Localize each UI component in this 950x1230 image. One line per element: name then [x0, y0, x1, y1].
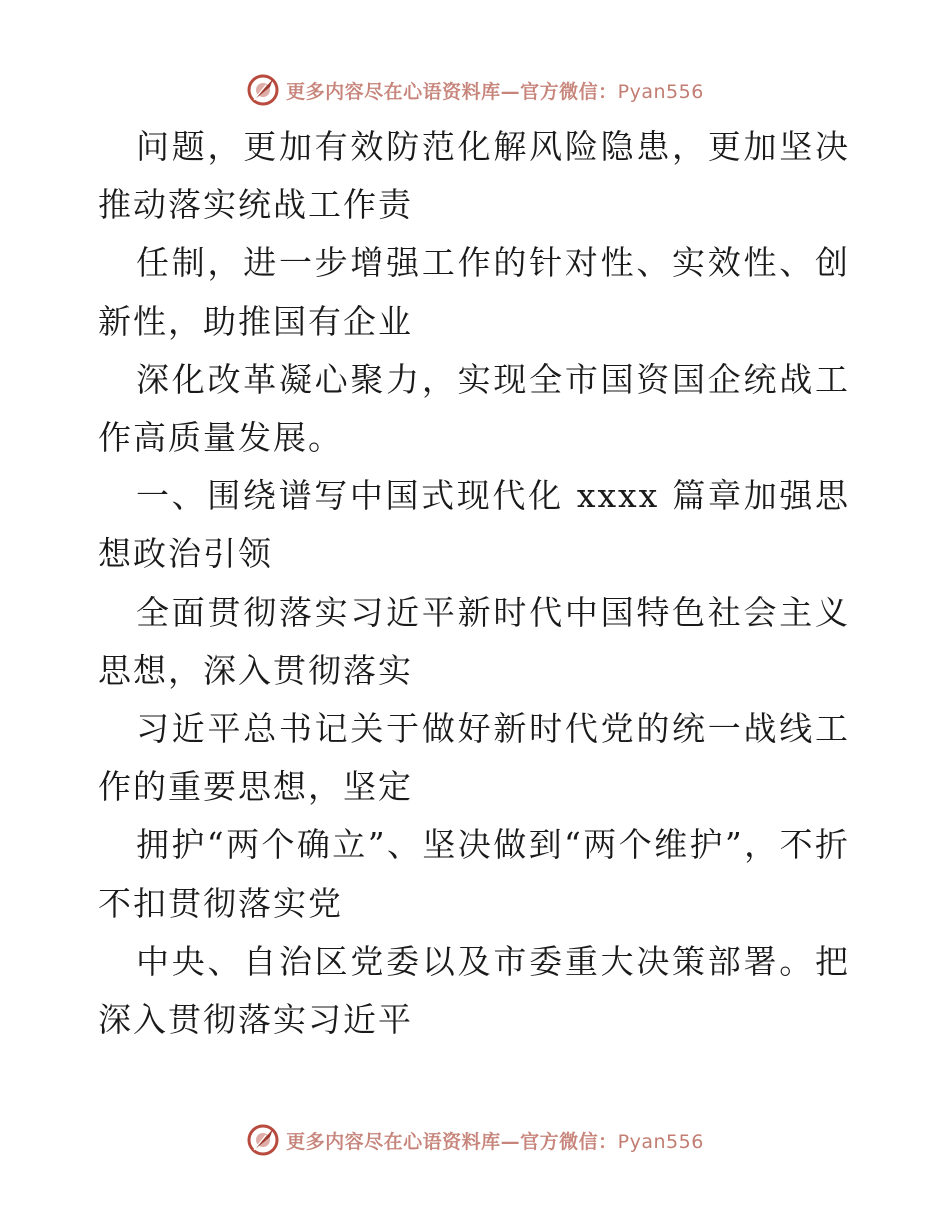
- paragraph: 习近平总书记关于做好新时代党的统一战线工作的重要思想，坚定: [98, 709, 850, 807]
- paragraph: 全面贯彻落实习近平新时代中国特色社会主义思想，深入贯彻落实: [98, 592, 850, 690]
- quill-logo-icon: [246, 1123, 280, 1157]
- section-heading: 一、围绕谱写中国式现代化 xxxx 篇章加强思想政治引领: [98, 476, 850, 574]
- paragraph: 问题，更加有效防范化解风险隐患，更加坚决推动落实统战工作责: [98, 127, 850, 225]
- paragraph: 中央、自治区党委以及市委重大决策部署。把深入贯彻落实习近平: [98, 941, 850, 1040]
- footer-watermark: [0, 1120, 950, 1160]
- paragraph: 深化改革凝心聚力，实现全市国资国企统战工作高质量发展。: [98, 359, 850, 458]
- wechat-id: Pyan556: [617, 1130, 704, 1153]
- watermark-text: 更多内容尽在心语资料库—官方微信：Pyan556: [286, 1130, 704, 1153]
- paragraph: 任制，进一步增强工作的针对性、实效性、创新性，助推国有企业: [98, 243, 850, 341]
- wechat-id: Pyan556: [617, 80, 704, 103]
- header-watermark: [0, 70, 950, 110]
- quill-logo-icon: [246, 73, 280, 107]
- document-body: [98, 118, 850, 1049]
- watermark-text: 更多内容尽在心语资料库—官方微信：Pyan556: [286, 80, 704, 103]
- paragraph: 拥护“两个确立”、坚决做到“两个维护”，不折不扣贯彻落实党: [98, 825, 850, 923]
